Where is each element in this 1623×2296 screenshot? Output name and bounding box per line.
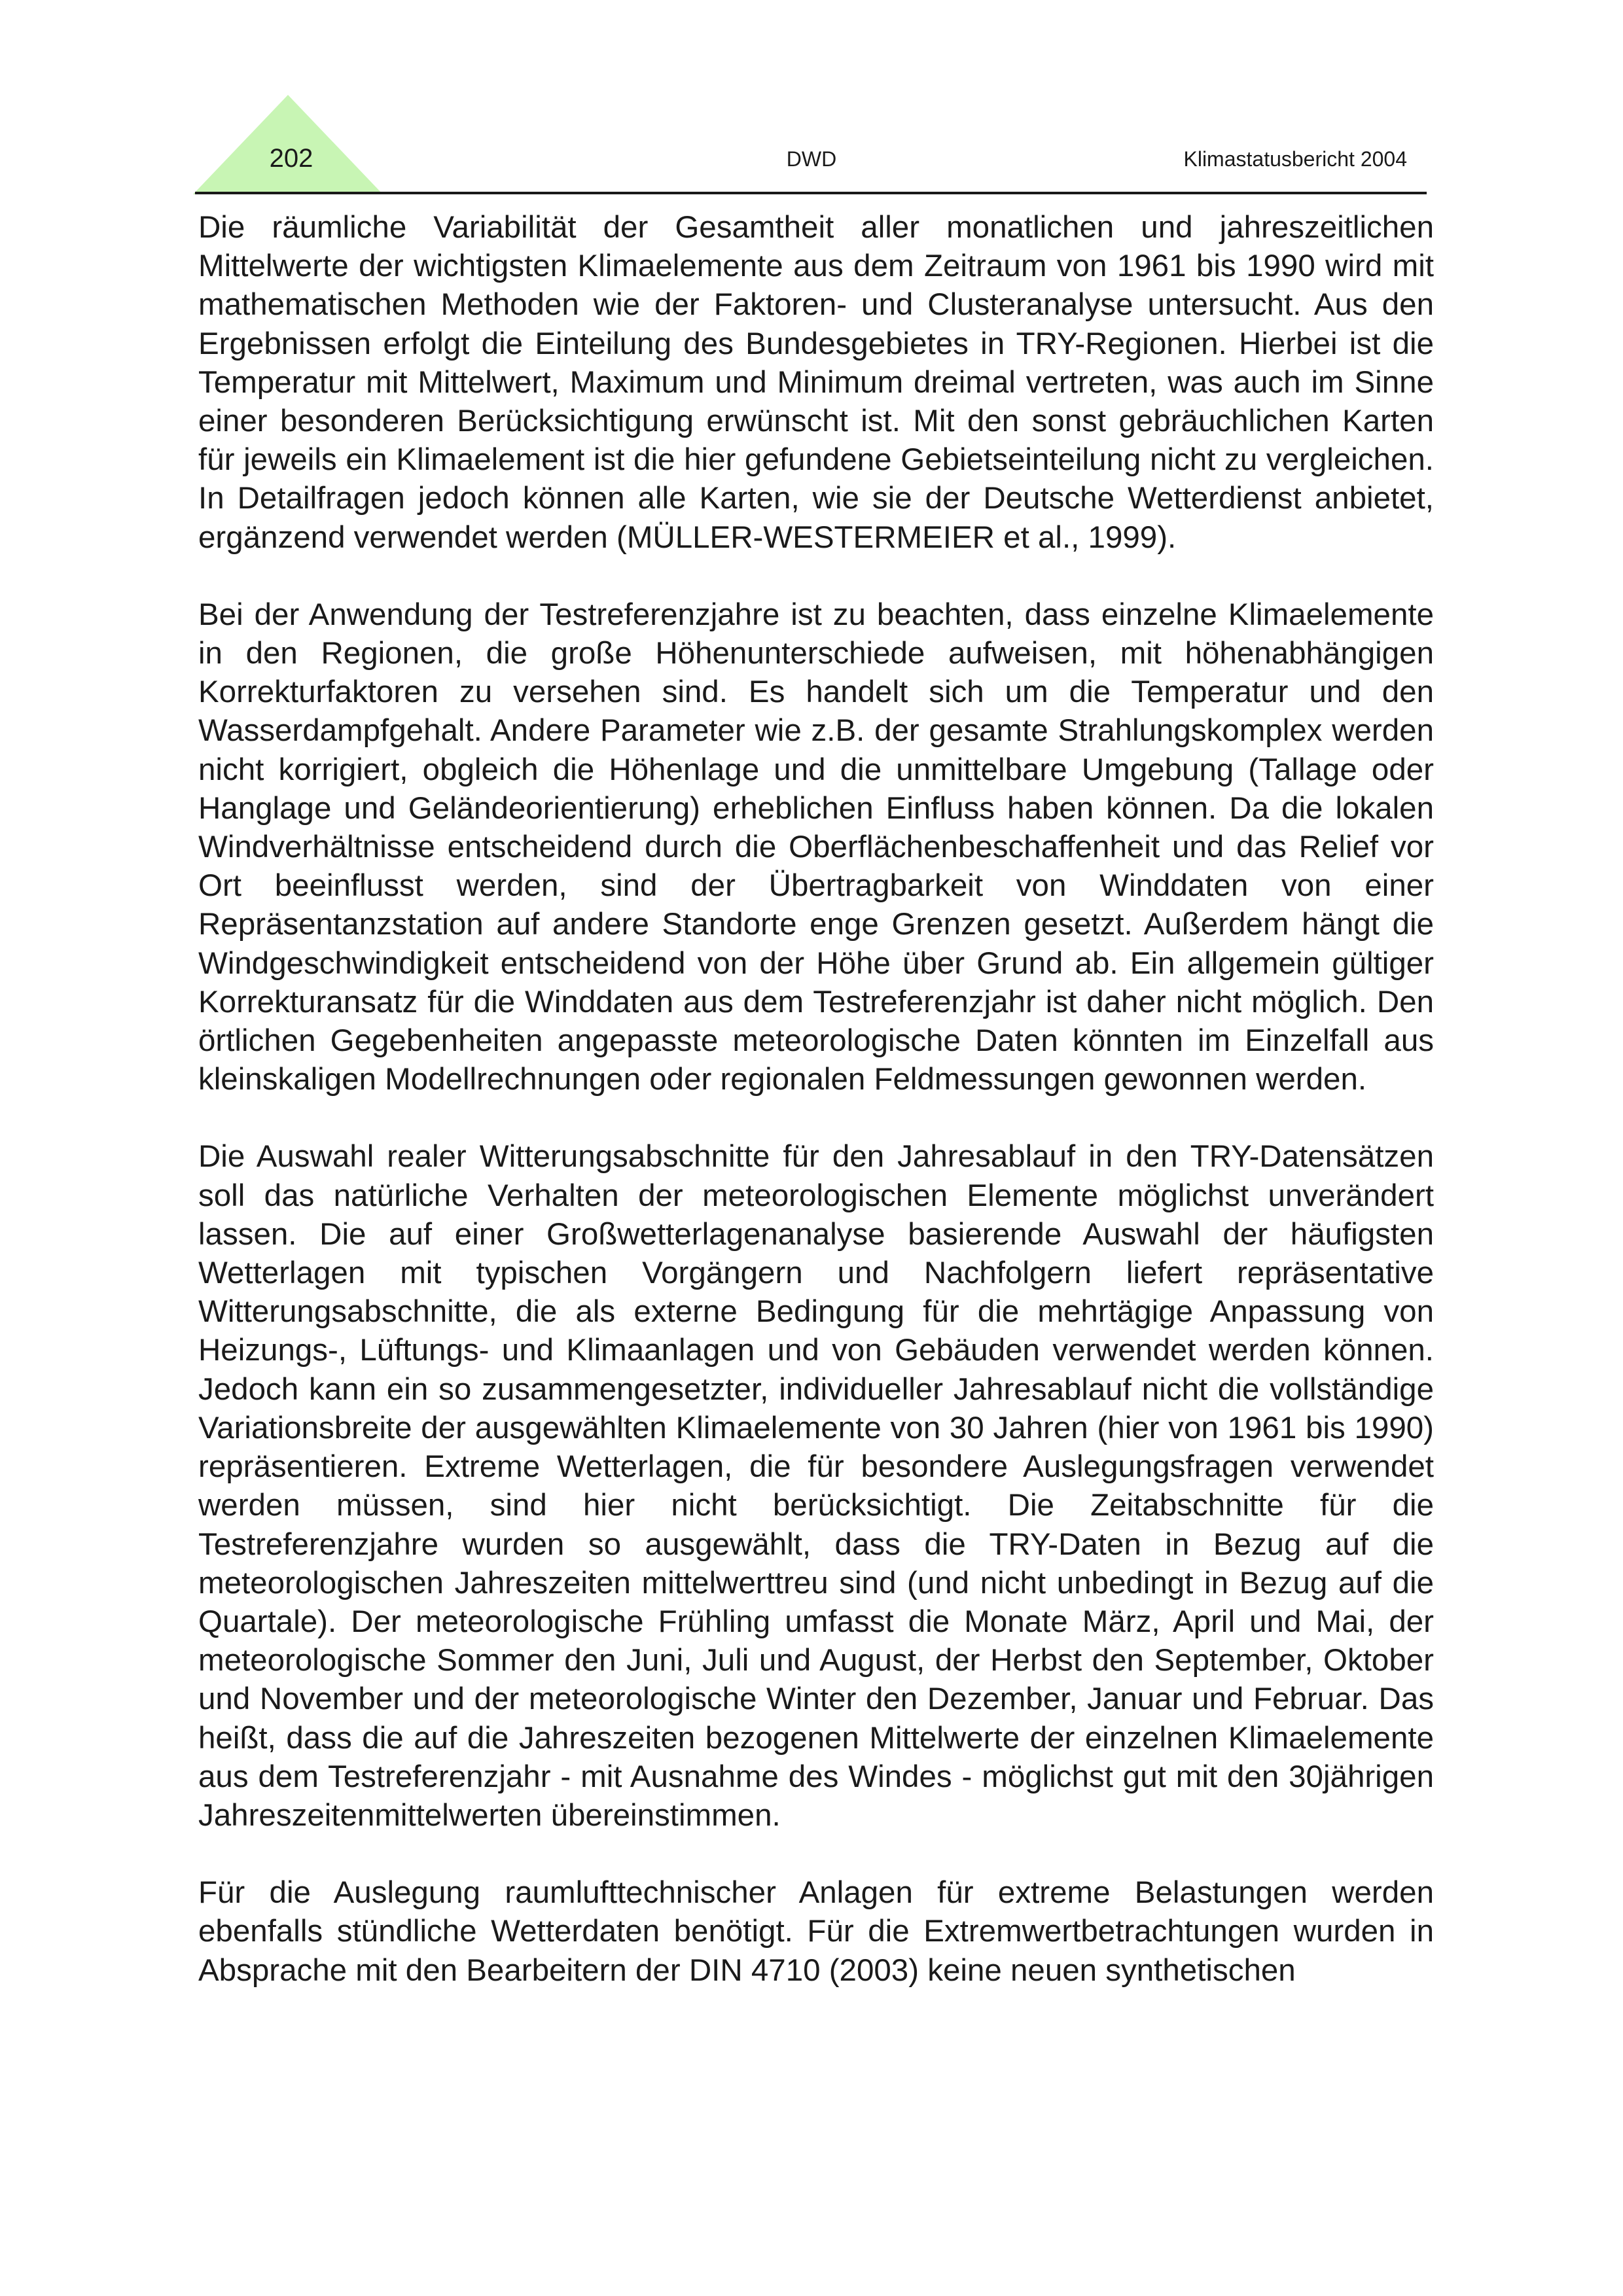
paragraph-2: Bei der Anwendung der Testreferenzjahre ist zu beachten, dass einzelne Klimaelemente in den Regionen, die große Höhenunterschiede aufweisen, mit höhenabhängigen Korrekturfaktoren zu versehen sind. Es handelt sich um die Temperatur und den Wasserdampfgehalt. Andere Parameter wie z.B. der gesamte Strahlungskomplex werden nicht korrigiert, obgleich die Höhenlage und die unmittelbare Umgebung (Tallage oder Hanglage und Geländeorientierung) erheblichen Einfluss haben können. Da die lokalen Windverhältnisse entscheidend durch die Oberflächenbeschaffenheit und das Relief vor Ort beeinflusst werden, sind der Übertragbarkeit von Winddaten von einer Repräsentanzstation auf andere Standorte enge Grenzen gesetzt. Außerdem hängt die Windgeschwindigkeit entscheidend von der Höhe über Grund ab. Ein allgemein gültiger Korrekturansatz für die Winddaten aus dem Testreferenzjahr ist daher nicht möglich. Den örtlichen Gegebenheiten angepasste meteorologische Daten könnten im Einzelfall aus kleinskaligen Modellrechnungen oder regionalen Feldmessungen gewonnen werden. [198,597,1434,1097]
organization-label: DWD [786,147,837,171]
body-text [198,208,1434,1990]
report-title: Klimastatusbericht 2004 [1183,147,1407,171]
paragraph-1: Die räumliche Variabilität der Gesamtheit aller monatlichen und jahreszeitlichen Mittelwerte der wichtigsten Klimaelemente aus dem Zeitraum von 1961 bis 1990 wird mit mathematischen Methoden wie der Faktoren- und Clusteranalyse untersucht. Aus den Ergebnissen erfolgt die Einteilung des Bundesgebietes in TRY-Regionen. Hierbei ist die Temperatur mit Mittelwert, Maximum und Minimum dreimal vertreten, was auch im Sinne einer besonderen Berücksichtigung erwünscht ist. Mit den sonst gebräuchlichen Karten für jeweils ein Klimaelement ist die hier gefundene Gebietseinteilung nicht zu vergleichen. In Detailfragen jedoch können alle Karten, wie sie der Deutsche Wetterdienst anbietet, ergänzend verwendet werden (MÜLLER-WESTERMEIER et al., 1999). [198,210,1434,555]
header-divider [195,192,1427,194]
paragraph-4: Für die Auslegung raumlufttechnischer Anlagen für extreme Belastungen werden ebenfalls stündliche Wetterdaten benötigt. Für die Extremwertbetrachtungen wurden in Absprache mit den Bearbeitern der DIN 4710 (2003) keine neuen synthetischen [198,1875,1434,1988]
paragraph-3: Die Auswahl realer Witterungsabschnitte für den Jahresablauf in den TRY-Datensätzen soll das natürliche Verhalten der meteorologischen Elemente möglichst unverändert lassen. Die auf einer Großwetterlagenanalyse basierende Auswahl der häufigsten Wetterlagen mit typischen Vorgängern und Nachfolgern liefert repräsentative Witterungsabschnitte, die als externe Bedingung für die mehrtägige Anpassung von Heizungs-, Lüftungs- und Klimaanlagen und von Gebäuden verwendet werden können. Jedoch kann ein so zusammengesetzter, individueller Jahresablauf nicht die vollständige Variationsbreite der ausgewählten Klimaelemente von 30 Jahren (hier von 1961 bis 1990) repräsentieren. Extreme Wetterlagen, die für besondere Auslegungsfragen verwendet werden müssen, sind hier nicht berücksichtigt. Die Zeitabschnitte für die Testreferenzjahre wurden so ausgewählt, dass die TRY-Daten in Bezug auf die meteorologischen Jahreszeiten mittelwerttreu sind (und nicht unbedingt in Bezug auf die Quartale). Der meteorologische Frühling umfasst die Monate März, April und Mai, der meteorologische Sommer den Juni, Juli und August, der Herbst den September, Oktober und November und der meteorologische Winter den Dezember, Januar und Februar. Das heißt, dass die auf die Jahreszeiten bezogenen Mittelwerte der einzelnen Klimaelemente aus dem Testreferenzjahr - mit Ausnahme des Windes - möglichst gut mit den 30jährigen Jahreszeitenmittelwerten übereinstimmen. [198,1139,1434,1833]
page-number: 202 [269,144,313,173]
page-header [0,0,1623,203]
